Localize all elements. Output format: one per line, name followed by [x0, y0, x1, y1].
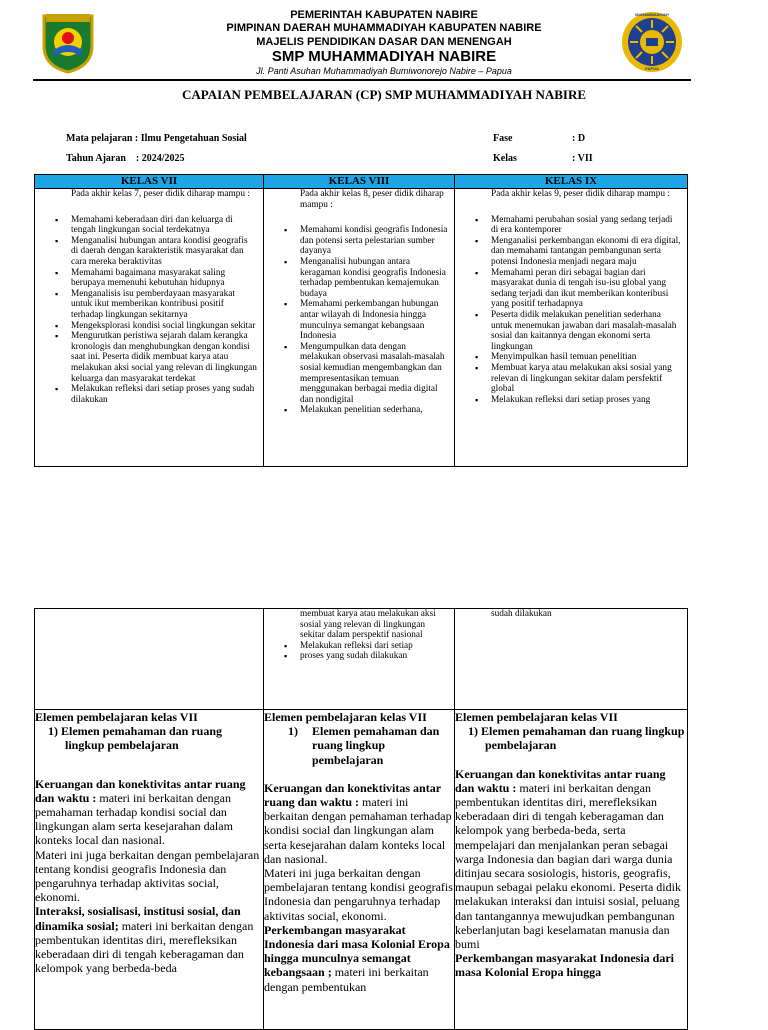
elemen-text: materi ini berkaitan dengan pemahaman terhadap kondisi social dan lingkungan alam serta kesejarahan dalam konteks local dan nasional. [264, 795, 452, 866]
cont-cell-ix [455, 609, 688, 710]
elemen-topic: Keruangan dan konektivitas antar ruang dan waktu : [264, 780, 441, 810]
cont-cell-vii [35, 609, 264, 710]
header-kelas-ix: KELAS IX [455, 175, 688, 189]
list-item: ▪ Melakukan refleksi dari setiap proses yang [491, 395, 681, 406]
elemen-topic: Perkembangan masyarakat Indonesia dari masa Kolonial Eropa hingga [455, 951, 675, 980]
elemen-subheading: Elemen pemahaman dan ruang lingkup pembelajaran [312, 724, 440, 767]
cell-kelas-ix [455, 189, 688, 467]
list-item: ▪ Melakukan penelitian sederhana, [300, 405, 448, 416]
cp-list-vii [35, 215, 263, 406]
logo-right-text: MUHAMMADIYAH [635, 12, 669, 17]
list-item: ▪ Menganalisi perkembangan ekonomi di era digital, dan memahami tantangan pembangunan serta potensi Indonesia menjadi negara maju [491, 236, 681, 268]
list-item: ▪ Memahami bagaimana masyarakat saling berupaya memenuhi kebutuhan hidupnya [71, 268, 257, 289]
cp-table-page1 [34, 174, 688, 467]
list-item: ▪ Menganalisi hubungan antara keragaman kondisi geografis Indonesia terhadap pembentukan kemajemukan budaya [300, 257, 448, 299]
list-item: ▪ Melakukan refleksi dari setiap [300, 641, 448, 652]
list-item: ▪ Memahami keberadaan diri dan keluarga di tengah lingkungan social terdekatnya [71, 215, 257, 236]
elemen-sub-number: 1) [288, 724, 298, 739]
document-title: CAPAIAN PEMBELAJARAN (CP) SMP MUHAMMADIYAH NABIRE [181, 87, 587, 102]
list-item: ▪ Memahami kondisi geografis Indonesia dan potensi serta pelestarian sumber dayanya [300, 225, 448, 257]
intro-text: Pada akhir kelas 9, peser didik diharap mampu : [491, 189, 670, 199]
elemen-text: materi ini berkaitan dengan pembentukan identitas diri, merefleksikan keberadaan diri di tengah keberagaman dan kelompok yang berbeda-beda, serta mempelajari dan menjalankan peran sebagai warga Indonesia dan bagian dari warga dunia ditinjau secara sosiologis, historis, geografis, maupun sebagai pelaku ekonomi. Peserta didik melakukan interaksi dan intuisi sosial, peluang dan tantangannya mewujudkan pembangunan keberlanjutan bagi keselamatan manusia dan bumi [455, 780, 681, 952]
elemen-cell-vii [35, 710, 264, 1030]
elemen-text: Materi ini juga berkaitan dengan pembelajaran tentang kondisi geografis Indonesia dan pengaruhnya terhadap aktivitas social, ekonomi. [35, 847, 260, 905]
tahun-ajaran: Tahun Ajaran : 2024/2025 [66, 153, 185, 164]
elemen-cell-viii [264, 710, 455, 1030]
cell-kelas-viii [264, 189, 455, 467]
mata-pelajaran: Mata pelajaran : Ilmu Pengetahuan Sosial [66, 133, 247, 144]
list-item: ▪ Membuat karya atau melakukan aksi sosial yang relevan di lingkungan sekitar dalam persfektif global [491, 363, 681, 395]
intro-text: Pada akhir kelas 8, peser didik diharap mampu : [300, 189, 444, 210]
fase-label: Fase [493, 133, 513, 144]
header-school-name: SMP MUHAMMADIYAH NABIRE [271, 48, 497, 65]
list-item: ▪ proses yang sudah dilakukan [300, 651, 448, 662]
elemen-text: materi ini berkaitan dengan pembentukan identitas diri, merefleksikan keberadaan diri di tengah keberagaman dan kelompok yang berbeda-beda [35, 918, 254, 976]
kelas-label: Kelas [493, 153, 517, 164]
header-line-2: PIMPINAN DAERAH MUHAMMADIYAH KABUPATEN NABIRE [226, 22, 542, 34]
cell-kelas-vii [35, 189, 264, 467]
list-item: ▪ Menyimpulkan hasil temuan penelitian [491, 352, 681, 363]
elemen-text: materi ini berkaitan dengan pembentukan [264, 965, 429, 994]
cont-text: membuat karya atau melakukan aksi sosial yang relevan di lingkungan sekitar dalam perspektif nasional [300, 609, 436, 641]
cp-list-viii [264, 225, 454, 416]
elemen-topic: Keruangan dan konektivitas antar ruang dan waktu : [455, 766, 666, 795]
cp-table-page2 [34, 608, 688, 1030]
list-item: ▪ Peserta didik melakukan penelitian sederhana untuk menemukan jawaban dari masalah-masalah sosial dan kaitannya dengan ekonomi serta lingkungan [491, 310, 681, 352]
list-item: ▪ Memahami perkembangan hubungan antar wilayah di Indonesia hingga munculnya semangat kebangsaan Indonesia [300, 299, 448, 341]
list-item: ▪ Mengurutkan peristiwa sejarah dalam kerangka kronologis dan menghubungkan dengan kondisi saat ini. Peserta didik membuat karya atau melakukan aksi social yang relevan di lingkungan keluarga dan masyarakat terdekat [71, 331, 257, 384]
logo-right-bottom-text: PAPUA [645, 66, 659, 71]
cont-text: sudah dilakukan [491, 609, 552, 619]
header-address: Jl. Panti Asuhan Muhammadiyah Bumiwonorejo Nabire – Papua [256, 66, 512, 76]
list-item: ▪ Memahami peran diri sebagai bagian dari masyarakat dunia di tengah isu-isu global yang sedang terjadi dan ikut memberikan konteribusi yang positif terhadapnya [491, 268, 681, 310]
header-line-3: MAJELIS PENDIDIKAN DASAR DAN MENENGAH [256, 36, 512, 48]
header-kelas-vii: KELAS VII [35, 175, 264, 189]
cont-cell-viii [264, 609, 455, 710]
elemen-topic: Perkembangan masyarakat Indonesia dari masa Kolonial Eropa hingga munculnya semangat kebangsaan ; [264, 922, 450, 980]
elemen-subheading: 1) Elemen pemahaman dan ruang lingkup pembelajaran [468, 724, 685, 753]
fase-value: : D [572, 133, 586, 144]
elemen-topic: Interaksi, sosialisasi, institusi sosial, dan dinamika sosial; [35, 904, 241, 933]
elemen-heading: Elemen pembelajaran kelas VII [455, 710, 618, 724]
list-item: ▪ Menganalisis isu pemberdayaan masyarakat untuk ikut memberikan kontribusi positif terhadap lingkungan sekitarnya [71, 289, 257, 321]
kelas-value: : VII [572, 153, 593, 164]
elemen-topic: Keruangan dan konektivitas antar ruang dan waktu : [35, 776, 246, 805]
cp-list-ix [455, 215, 687, 406]
elemen-cell-ix [455, 710, 688, 1030]
list-item: ▪ Memahami perubahan sosial yang sedang terjadi di era kontemporer [491, 215, 681, 236]
elemen-heading: Elemen pembelajaran kelas VII [264, 710, 427, 724]
elemen-text: Materi ini juga berkaitan dengan pembelajaran tentang kondisi geografis Indonesia dan pengaruhnya terhadap aktivitas social, ekonomi. [264, 866, 453, 923]
list-item: ▪ Melakukan refleksi dari setiap proses yang sudah dilakukan [71, 384, 257, 405]
logo-left-text: KABUPATEN NABIRE [47, 10, 89, 15]
header-line-1: PEMERINTAH KABUPATEN NABIRE [290, 9, 478, 21]
list-item: ▪ Menganalisi hubungan antara kondisi geografis di daerah dengan karakteristik masyarakat dan cara mereka beraktivitas [71, 236, 257, 268]
cont-list-viii [264, 641, 454, 662]
intro-text: Pada akhir kelas 7, peser didik diharap mampu : [71, 189, 250, 199]
elemen-heading: Elemen pembelajaran kelas VII [35, 710, 198, 724]
elemen-text: materi ini berkaitan dengan pemahaman terhadap kondisi social dan lingkungan alam serta kesejarahan dalam konteks local dan nasional. [35, 790, 233, 848]
elemen-subheading: 1) Elemen pemahaman dan ruang lingkup pembelajaran [48, 724, 223, 753]
header-kelas-viii: KELAS VIII [264, 175, 455, 189]
list-item: ▪ Mengeksplorasi kondisi social lingkungan sekitar [71, 321, 257, 332]
header-divider [33, 79, 691, 81]
list-item: ▪ Mengumpulkan data dengan melakukan observasi masalah-masalah sosial kemudian mengembangkan dan mempresentasikan temuan menggunakan berbagai media digital dan nondigital [300, 342, 448, 406]
